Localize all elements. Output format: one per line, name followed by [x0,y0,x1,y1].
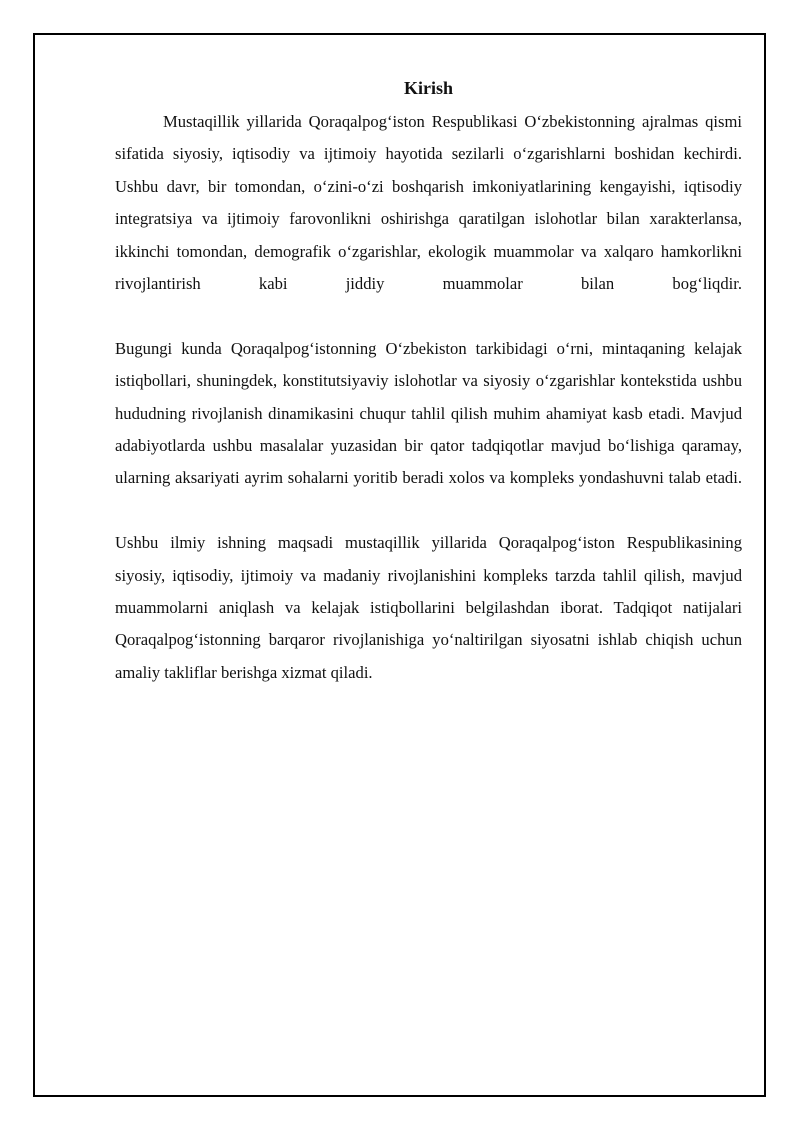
paragraph-spacer [115,495,742,527]
paragraph-spacer [115,300,742,332]
document-body [115,76,742,689]
paragraph-intro: Mustaqillik yillarida Qoraqalpog‘iston Respublikasi O‘zbekistonning ajralmas qismi sifatida siyosiy, iqtisodiy va ijtimoiy hayotida sezilarli o‘zgarishlarni boshidan kechirdi. Ushbu davr, bir tomondan, o‘zini-o‘zi boshqarish imkoniyatlarining kengayishi, iqtisodiy integratsiya va ijtimoiy farovonlikni oshirishga qaratilgan islohotlar bilan xarakterlansa, ikkinchi tomondan, demografik o‘zgarishlar, ekologik muammolar va xalqaro hamkorlikni rivojlantirish kabi jiddiy muammolar bilan bog‘liqdir. [115,112,742,294]
paragraph-aim: Ushbu ilmiy ishning maqsadi mustaqillik yillarida Qoraqalpog‘iston Respublikasining siyosiy, iqtisodiy, ijtimoiy va madaniy rivojlanishini kompleks tarzda tahlil qilish, mavjud muammolarni aniqlash va kelajak istiqbollarini belgilashdan iborat. Tadqiqot natijalari Qoraqalpog‘istonning barqaror rivojlanishiga yo‘naltirilgan siyosatni ishlab chiqish uchun amaliy takliflar berishga xizmat qiladi. [115,533,742,682]
paragraph-relevance: Bugungi kunda Qoraqalpog‘istonning O‘zbekiston tarkibidagi o‘rni, mintaqaning kelajak istiqbollari, shuningdek, konstitutsiyaviy islohotlar va siyosiy o‘zgarishlar kontekstida ushbu hududning rivojlanish dinamikasini chuqur tahlil qilish muhim ahamiyat kasb etadi. Mavjud adabiyotlarda ushbu masalalar yuzasidan bir qator tadqiqotlar mavjud bo‘lishiga qaramay, ularning aksariyati ayrim sohalarni yoritib beradi xolos va kompleks yondashuvni talab etadi. [115,338,742,488]
document-title: Kirish [403,78,453,98]
